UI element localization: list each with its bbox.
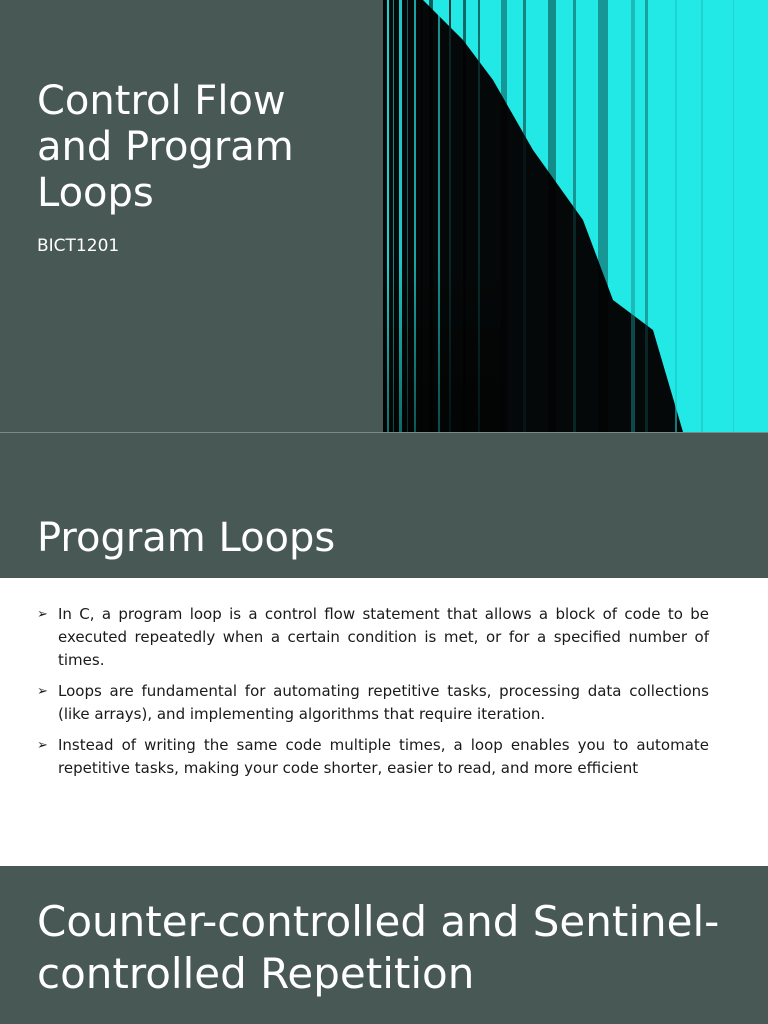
slide-title: Control Flow and Program Loops bbox=[37, 78, 294, 216]
arrowhead-bullet-icon: ➢ bbox=[37, 738, 48, 753]
bullet-text: In C, a program loop is a control flow statement that allows a block of code to be executed repeatedly when a certain condition is met, or for a specified number of times. bbox=[58, 605, 709, 669]
list-item bbox=[37, 734, 709, 780]
decorative-cyan-streak-image bbox=[383, 0, 768, 432]
bullet-text: Instead of writing the same code multiple times, a loop enables you to automate repetitive tasks, making your code shorter, easier to read, and more efficient bbox=[58, 736, 709, 777]
header-band bbox=[0, 433, 768, 578]
title-slide bbox=[0, 0, 768, 432]
slide-heading: Program Loops bbox=[37, 515, 336, 561]
program-loops-slide bbox=[0, 433, 768, 866]
list-item bbox=[37, 603, 709, 672]
list-item bbox=[37, 680, 709, 726]
title-panel bbox=[0, 0, 383, 432]
slide-heading: Counter-controlled and Sentinel-controlled Repetition bbox=[37, 897, 720, 998]
arrowhead-bullet-icon: ➢ bbox=[37, 684, 48, 699]
arrowhead-bullet-icon: ➢ bbox=[37, 607, 48, 622]
bullet-list bbox=[37, 603, 709, 788]
course-code: BICT1201 bbox=[37, 236, 120, 256]
repetition-slide bbox=[0, 866, 768, 1024]
bullet-text: Loops are fundamental for automating repetitive tasks, processing data collections (like arrays), and implementing algorithms that require iteration. bbox=[58, 682, 709, 723]
